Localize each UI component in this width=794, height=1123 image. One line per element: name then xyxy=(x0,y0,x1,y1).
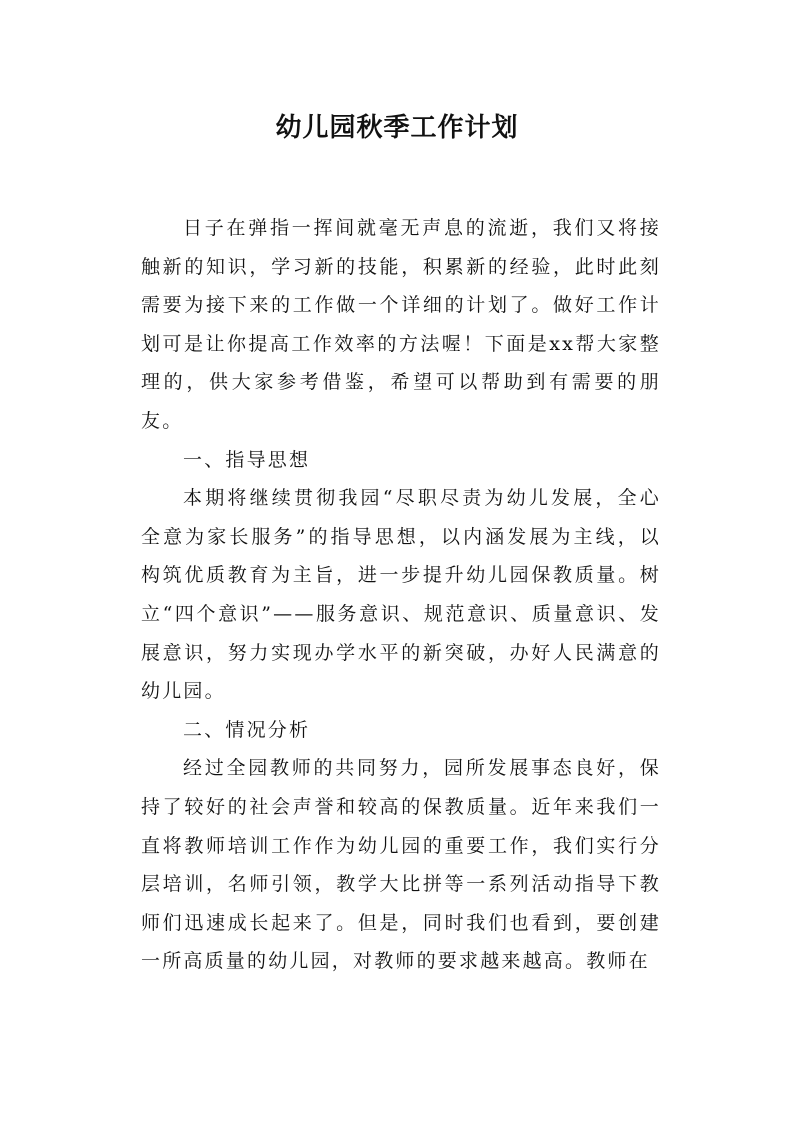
section-heading-situation-analysis: 二、情况分析 xyxy=(183,718,311,741)
document-body xyxy=(141,209,661,981)
document-title: 幼儿园秋季工作计划 xyxy=(275,113,519,143)
guiding-ideology-paragraph: 本期将继续贯彻我园“尽职尽责为幼儿发展，全心全意为家长服务”的指导思想，以内涵发展为主线，以构筑优质教育为主旨，进一步提升幼儿园保教质量。树立“四个意识”——服务意识、规范意识、质量意识、发展意识，努力实现办学水平的新突破，办好人民满意的幼儿园。 xyxy=(141,487,661,703)
section-heading-guiding-ideology: 一、指导思想 xyxy=(183,448,311,471)
intro-paragraph: 日子在弹指一挥间就毫无声息的流逝，我们又将接触新的知识，学习新的技能，积累新的经验，此时此刻需要为接下来的工作做一个详细的计划了。做好工作计划可是让你提高工作效率的方法喔！下面是xx帮大家整理的，供大家参考借鉴，希望可以帮助到有需要的朋友。 xyxy=(141,217,661,432)
situation-analysis-paragraph: 经过全园教师的共同努力，园所发展事态良好，保持了较好的社会声誉和较高的保教质量。近年来我们一直将教师培训工作作为幼儿园的重要工作，我们实行分层培训，名师引领，教学大比拼等一系列活动指导下教师们迅速成长起来了。但是，同时我们也看到，要创建一所高质量的幼儿园，对教师的要求越来越高。教师在 xyxy=(141,757,661,973)
